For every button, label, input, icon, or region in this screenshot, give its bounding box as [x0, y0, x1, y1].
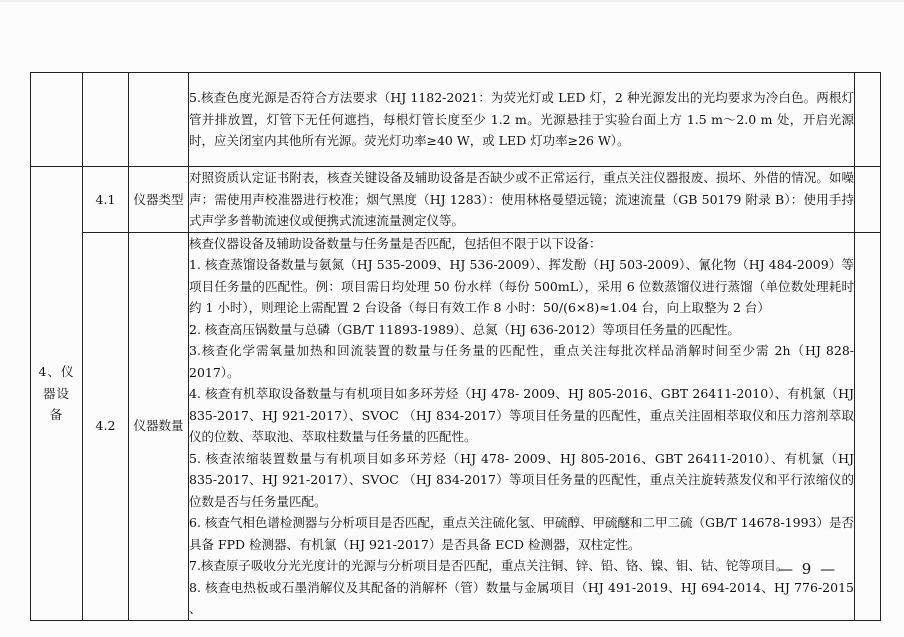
review-table	[30, 72, 881, 621]
item-name: 仪器数量	[133, 418, 184, 434]
page-edge	[0, 0, 904, 2]
item-number: 4.1	[95, 191, 116, 207]
category-label: 4、仪器设备	[38, 364, 75, 422]
result-cell	[855, 167, 881, 233]
table-row	[31, 232, 881, 620]
requirement-cell	[189, 232, 855, 620]
category-cell-empty	[31, 73, 83, 167]
item-name-cell-empty	[129, 73, 189, 167]
item-number-cell-empty	[83, 73, 129, 167]
requirement-text: 5.核查色度光源是否符合方法要求（HJ 1182-2021：为荧光灯或 LED 灯，2 种光源发出的光均要求为冷白色。两根灯管并排放置，灯管下无任何遮挡，每根灯管长度至少 1.2 m。光源悬挂于实验台面上方 1.5 m～2.0 m 处，开启光源时，应关闭室内其他所有光源。荧光灯功率≥40 W，或 LED 灯功率≥26 W）。	[189, 90, 854, 149]
table-row	[31, 167, 881, 233]
requirement-point: 7.核查原子吸收分光光度计的光源与分析项目是否匹配，重点关注铜、锌、铅、铬、镍、钼、钴、铊等项目。	[189, 558, 789, 573]
item-name-cell	[129, 232, 189, 620]
item-number-cell	[83, 167, 129, 233]
requirement-point: 3.核查化学需氧量加热和回流装置的数量与任务量的匹配性，重点关注每批次样品消解时间至少需 2h（HJ 828-2017）。	[189, 343, 854, 380]
item-number: 4.2	[95, 418, 116, 434]
item-number-cell	[83, 232, 129, 620]
item-name-cell	[129, 167, 189, 233]
table-row	[31, 73, 881, 167]
requirement-point: 4. 核查有机萃取设备数量与有机项目如多环芳烃（HJ 478- 2009、HJ 805-2016、GBT 26411-2010）、有机氯（HJ 835-2017、HJ 921-2017）、SVOC （HJ 834-2017）等项目任务量的匹配性，重点关注固相萃取仪和压力溶剂萃取仪的位数、萃取池、萃取柱数量与任务量的匹配性。	[189, 386, 854, 444]
item-name: 仪器类型	[133, 191, 184, 207]
requirement-point: 6. 核查气相色谱检测器与分析项目是否匹配，重点关注硫化氢、甲硫醇、甲硫醚和二甲二硫（GB/T 14678-1993）是否具备 FPD 检测器、有机氯（HJ 921-2017）是否具备 ECD 检测器，双柱定性。	[189, 515, 854, 552]
requirement-cell	[189, 167, 855, 233]
requirement-point: 2. 核查高压锅数量与总磷（GB/T 11893-1989）、总氮（HJ 636-2012）等项目任务量的匹配性。	[189, 321, 740, 337]
result-cell	[855, 232, 881, 620]
requirement-cell	[189, 73, 855, 167]
requirement-text: 对照资质认定证书附表，核查关键设备及辅助设备是否缺少或不正常运行，重点关注仪器报废、损坏、外借的情况。如噪声：需使用声校准器进行校准；烟气黑度（HJ 1283）：使用林格曼望远镜；流速流量（GB 50179 附录 B）：使用手持式声学多普勒流速仪或便携式流速流量测定仪等。	[189, 170, 854, 228]
requirement-point: 5. 核查浓缩装置数量与有机项目如多环芳烃（HJ 478- 2009、HJ 805-2016、GBT 26411-2010）、有机氯（HJ 835-2017、HJ 921-2017）、SVOC （HJ 834-2017）等项目任务量的匹配性，重点关注旋转蒸发仪和平行浓缩仪的位数是否与任务量匹配。	[189, 450, 854, 509]
page-number: — 9 —	[778, 560, 838, 578]
requirement-point: 1. 核查蒸馏设备数量与氨氮（HJ 535-2009、HJ 536-2009）、挥发酚（HJ 503-2009）、氰化物（HJ 484-2009）等项目任务量的匹配性。例：项目需日均处理 50 份水样（每份 500mL），采用 6 位数蒸馏仪进行蒸馏（单位数处理耗时约 1 小时），则理论上需配置 2 台设备（每日有效工作 8 小时：50/(6×8)≈1.04 台，向上取整为 2 台）	[189, 257, 854, 315]
requirement-intro: 核查仪器设备及辅助设备数量与任务量是否匹配，包括但不限于以下设备：	[189, 235, 602, 251]
category-cell	[31, 167, 83, 621]
requirement-point: 8. 核查电热板或石墨消解仪及其配备的消解杯（管）数量与金属项目（HJ 491-2019、HJ 694-2014、HJ 776-2015 、	[189, 579, 854, 616]
result-cell	[855, 73, 881, 167]
